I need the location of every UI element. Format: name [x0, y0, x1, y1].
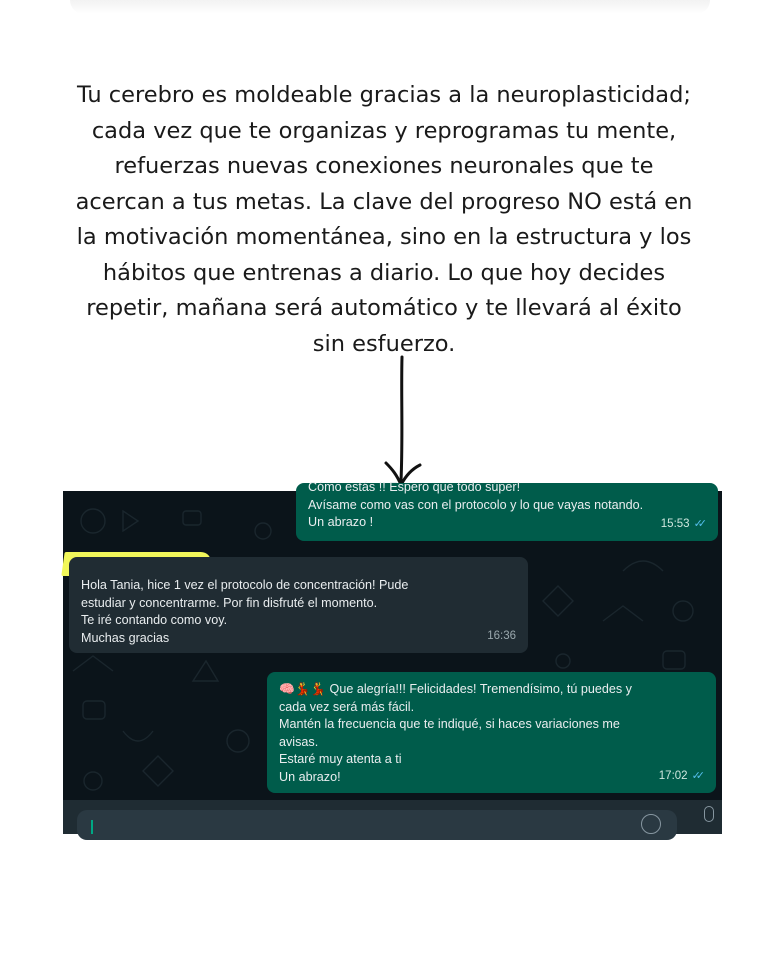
neuroplasticity-quote — [60, 78, 708, 362]
text-caret — [91, 820, 93, 834]
quote-line: Tu cerebro es moldeable gracias a la neuroplasticidad; — [77, 82, 691, 108]
quote-line: refuerzas nuevas conexiones neuronales que te — [114, 153, 654, 179]
quote-line: repetir, mañana será automático y te llevará al éxito — [86, 295, 682, 321]
mic-icon[interactable] — [704, 806, 714, 822]
message-time: 16:36 — [487, 630, 516, 643]
message-input[interactable] — [77, 810, 677, 840]
message-time: 15:53 — [660, 518, 690, 531]
emoji-icon[interactable] — [641, 814, 661, 834]
message-line: avisas. — [279, 734, 319, 749]
quote-line: acercan a tus metas. La clave del progreso NO está en — [75, 188, 693, 215]
hand-drawn-arrow-icon — [380, 355, 424, 495]
read-receipt-icon: ✓✓ — [693, 518, 702, 531]
message-composer — [63, 800, 722, 834]
whatsapp-chat-screenshot — [63, 480, 722, 834]
quote-line: sin esfuerzo. — [312, 330, 456, 357]
message-line: Hola Tania, hice 1 vez el protocolo de concentración! Pude — [81, 578, 409, 592]
message-line: Un abrazo! — [279, 769, 341, 784]
message-meta — [661, 516, 706, 534]
message-line: 🧠💃💃 Que alegría!!! Felicidades! Tremendísimo, tú puedes y — [279, 682, 632, 696]
message-line: Te iré contando como voy. — [81, 613, 228, 628]
message-meta — [487, 628, 516, 646]
outgoing-message[interactable] — [296, 480, 718, 541]
message-line: Un abrazo ! — [308, 515, 374, 530]
outgoing-message[interactable] — [267, 672, 716, 793]
top-card-shadow — [70, 0, 710, 14]
read-receipt-icon: ✓✓ — [691, 770, 700, 783]
quote-line: hábitos que entrenas a diario. Lo que hoy decides — [102, 259, 666, 286]
message-meta — [659, 768, 704, 786]
message-line: cada vez será más fácil. — [279, 699, 415, 714]
message-line: Estaré muy atenta a ti — [279, 752, 402, 767]
message-line: Muchas gracias — [81, 630, 170, 645]
quote-line: la motivación momentánea, sino en la estructura y los — [76, 224, 692, 250]
quote-line: cada vez que te organizas y reprogramas tu mente, — [91, 117, 677, 144]
incoming-message[interactable] — [69, 557, 528, 653]
message-line: estudiar y concentrarme. Por fin disfruté el momento. — [81, 595, 378, 610]
message-line: Avísame como vas con el protocolo y lo que vayas notando. — [308, 497, 644, 512]
message-time: 17:02 — [658, 770, 688, 783]
message-line: Mantén la frecuencia que te indiqué, si haces variaciones me — [279, 717, 620, 732]
message-line: Cómo estás !! Espero que todo súper! — [308, 480, 521, 494]
